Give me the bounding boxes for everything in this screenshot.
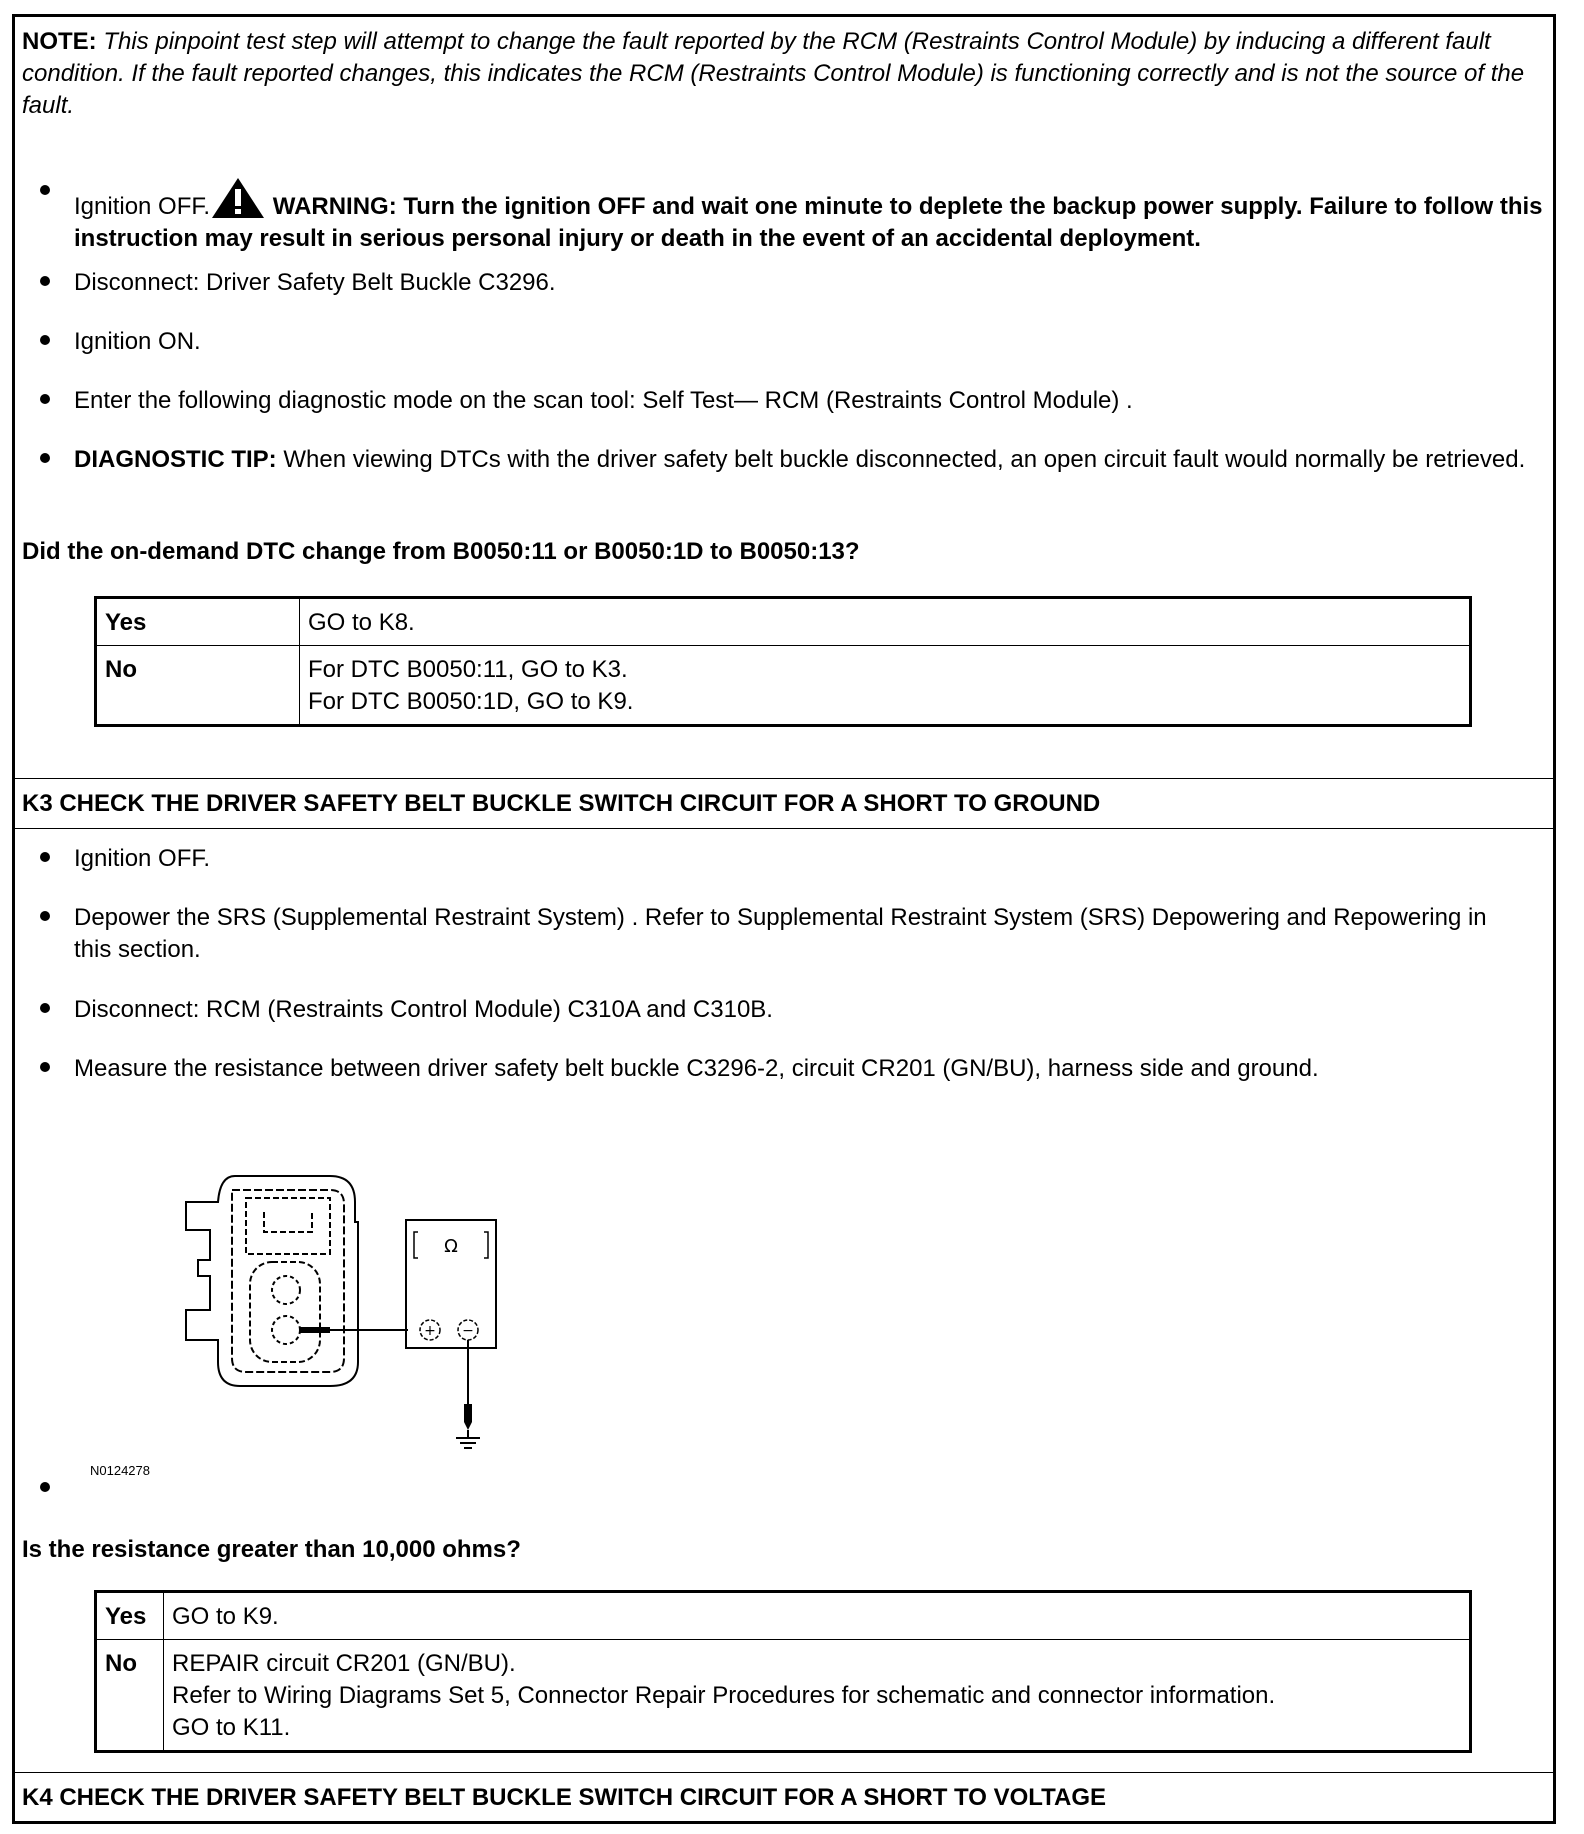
bullet-dot <box>40 1482 50 1492</box>
note-text: This pinpoint test step will attempt to change the fault reported by the RCM (Restraints Control Module) by inducing a different fault condition. If the fault reported changes, this indicates the RCM (Restraints Control Module) is functioning correctly and is not the source of the fault. <box>22 28 1525 119</box>
ground-icon <box>456 1430 480 1448</box>
no-action-line: REPAIR circuit CR201 (GN/BU). <box>172 1650 516 1677</box>
table-row <box>96 1592 1471 1640</box>
minus-sign: − <box>462 1323 474 1339</box>
no-action-line: For DTC B0050:11, GO to K3. <box>308 656 628 683</box>
plus-sign: + <box>424 1323 436 1339</box>
bullet-dot <box>40 1003 50 1013</box>
result-table-k3 <box>94 1590 1472 1753</box>
bullet-dot <box>40 276 50 286</box>
yes-action: GO to K9. <box>164 1592 1471 1640</box>
note-block <box>22 26 1532 122</box>
section-divider <box>14 1772 1554 1773</box>
note-label: NOTE: <box>22 28 97 55</box>
bullet-dot <box>40 394 50 404</box>
heading-k4: K4 CHECK THE DRIVER SAFETY BELT BUCKLE SWITCH CIRCUIT FOR A SHORT TO VOLTAGE <box>22 1784 1107 1811</box>
section-divider <box>14 828 1554 829</box>
tip-text: When viewing DTCs with the driver safety belt buckle disconnected, an open circuit fault would normally be retrieved. <box>283 446 1526 473</box>
connector-ohmmeter-diagram <box>180 1172 520 1462</box>
k3-bullet-disconnect-rcm: Disconnect: RCM (Restraints Control Module) C310A and C310B. <box>74 996 773 1023</box>
ground-probe <box>464 1404 472 1430</box>
yes-label: Yes <box>96 1592 164 1640</box>
bullet-ignition-off-warning <box>74 176 1544 255</box>
table-row <box>96 598 1471 646</box>
bullet-dot <box>40 453 50 463</box>
warning-triangle-icon <box>210 176 266 220</box>
ohm-symbol: Ω <box>444 1236 458 1257</box>
table-row <box>96 1640 1471 1752</box>
figure-id: N0124278 <box>90 1463 150 1478</box>
no-action <box>164 1640 1471 1752</box>
bullet-dot <box>40 335 50 345</box>
k3-bullet-depower-srs: Depower the SRS (Supplemental Restraint System) . Refer to Supplemental Restraint System (SRS) Depowering and Repowering in this section. <box>74 904 1487 963</box>
bullet-dot <box>40 852 50 862</box>
warning-label: WARNING: <box>272 193 397 220</box>
k3-bullet-ignition-off: Ignition OFF. <box>74 845 211 872</box>
probe-tip <box>300 1327 330 1333</box>
bullet-dot <box>40 911 50 921</box>
section-divider <box>14 778 1554 779</box>
no-action-line: Refer to Wiring Diagrams Set 5, Connector Repair Procedures for schematic and connector information. <box>172 1682 1276 1709</box>
bullet-diagnostic-tip <box>74 444 1544 476</box>
yes-action: GO to K8. <box>300 598 1471 646</box>
no-action <box>300 646 1471 726</box>
tip-label: DIAGNOSTIC TIP: <box>74 446 277 473</box>
question-resistance: Is the resistance greater than 10,000 ohms? <box>22 1536 521 1563</box>
bullet-ignition-on: Ignition ON. <box>74 328 201 355</box>
bullet-text: Ignition OFF. <box>74 193 211 220</box>
no-label: No <box>96 1640 164 1752</box>
bullet-dot <box>40 185 50 195</box>
question-dtc-change: Did the on-demand DTC change from B0050:11 or B0050:1D to B0050:13? <box>22 538 860 565</box>
no-label: No <box>96 646 300 726</box>
bullet-disconnect-buckle: Disconnect: Driver Safety Belt Buckle C3296. <box>74 269 556 296</box>
k3-bullet-measure-resistance: Measure the resistance between driver safety belt buckle C3296-2, circuit CR201 (GN/BU), harness side and ground. <box>74 1055 1319 1082</box>
connector-drawing <box>186 1176 358 1386</box>
heading-k3: K3 CHECK THE DRIVER SAFETY BELT BUCKLE SWITCH CIRCUIT FOR A SHORT TO GROUND <box>22 790 1101 817</box>
no-action-line: GO to K11. <box>172 1714 291 1741</box>
bullet-dot <box>40 1062 50 1072</box>
table-row <box>96 646 1471 726</box>
yes-label: Yes <box>96 598 300 646</box>
warning-text: Turn the ignition OFF and wait one minute to deplete the backup power supply. Failure to follow this instruction may result in serious personal injury or death in the event of an accidental deployment. <box>74 193 1543 252</box>
bullet-self-test: Enter the following diagnostic mode on the scan tool: Self Test— RCM (Restraints Control Module) . <box>74 387 1133 414</box>
result-table-k2 <box>94 596 1472 727</box>
no-action-line: For DTC B0050:1D, GO to K9. <box>308 688 634 715</box>
